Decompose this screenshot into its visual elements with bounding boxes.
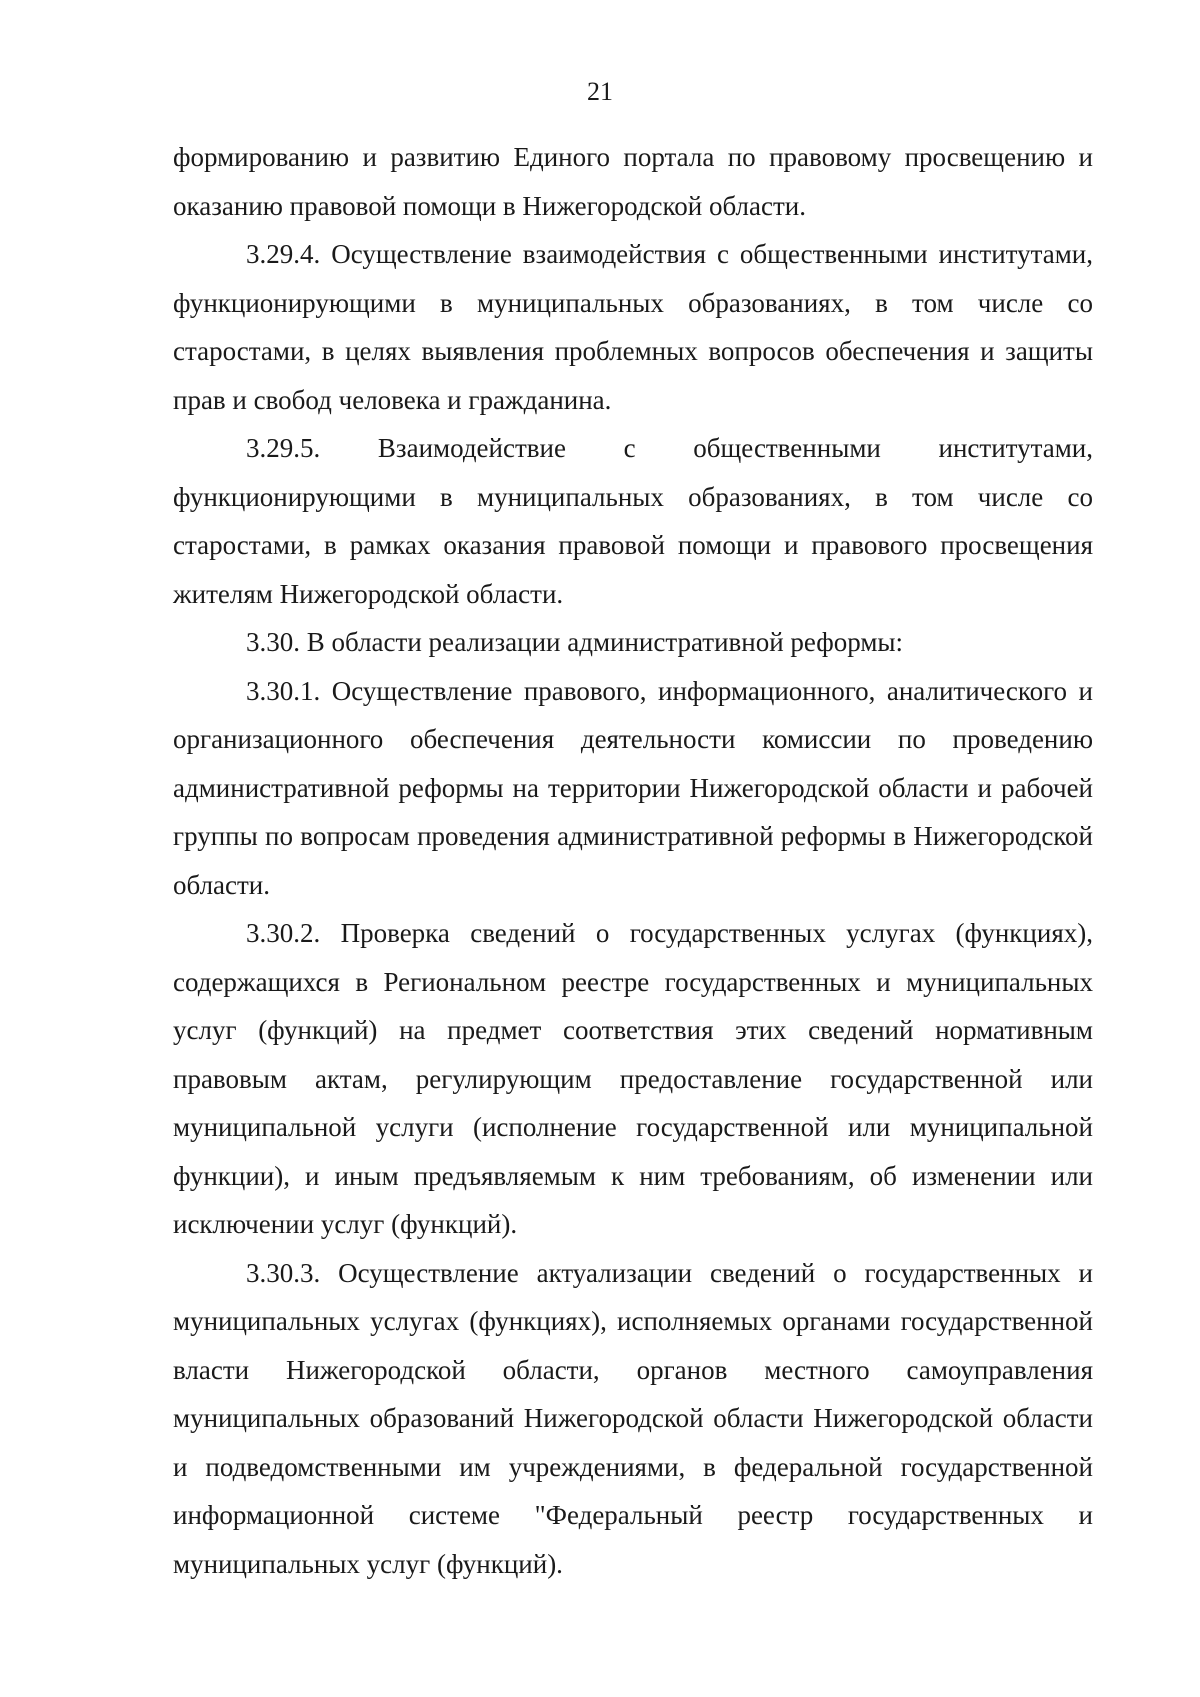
- document-body: [173, 133, 1093, 1588]
- page-number: 21: [587, 77, 613, 106]
- paragraph: 3.29.4. Осуществление взаимодействия с общественными институтами, функционирующими в муниципальных образованиях, в том числе со старостами, в целях выявления проблемных вопросов обеспечения и защиты прав и свобод человека и гражданина.: [173, 239, 1093, 415]
- paragraph: 3.30.2. Проверка сведений о государственных услугах (функциях), содержащихся в Региональном реестре государственных и муниципальных услуг (функций) на предмет соответствия этих сведений нормативным правовым актам, регулирующим предоставление государственной или муниципальной услуги (исполнение государственной или муниципальной функции), и иным предъявляемым к ним требованиям, об изменении или исключении услуг (функций).: [173, 918, 1093, 1239]
- paragraph: 3.29.5. Взаимодействие с общественными институтами, функционирующими в муниципальных образованиях, в том числе со старостами, в рамках оказания правовой помощи и правового просвещения жителям Нижегородской области.: [173, 433, 1093, 609]
- paragraph: формированию и развитию Единого портала по правовому просвещению и оказанию правовой помощи в Нижегородской области.: [173, 142, 1093, 221]
- paragraph: 3.30.1. Осуществление правового, информационного, аналитического и организационного обеспечения деятельности комиссии по проведению административной реформы на территории Нижегородской области и рабочей группы по вопросам проведения административной реформы в Нижегородской области.: [173, 675, 1093, 900]
- paragraph: 3.30. В области реализации административной реформы:: [246, 627, 904, 657]
- paragraph: 3.30.3. Осуществление актуализации сведений о государственных и муниципальных услугах (функциях), исполняемых органами государственной власти Нижегородской области, органов местного самоуправления муниципальных образований Нижегородской области Нижегородской области и подведомственными им учреждениями, в федеральной государственной информационной системе "Федеральный реестр государственных и муниципальных услуг (функций).: [173, 1257, 1093, 1579]
